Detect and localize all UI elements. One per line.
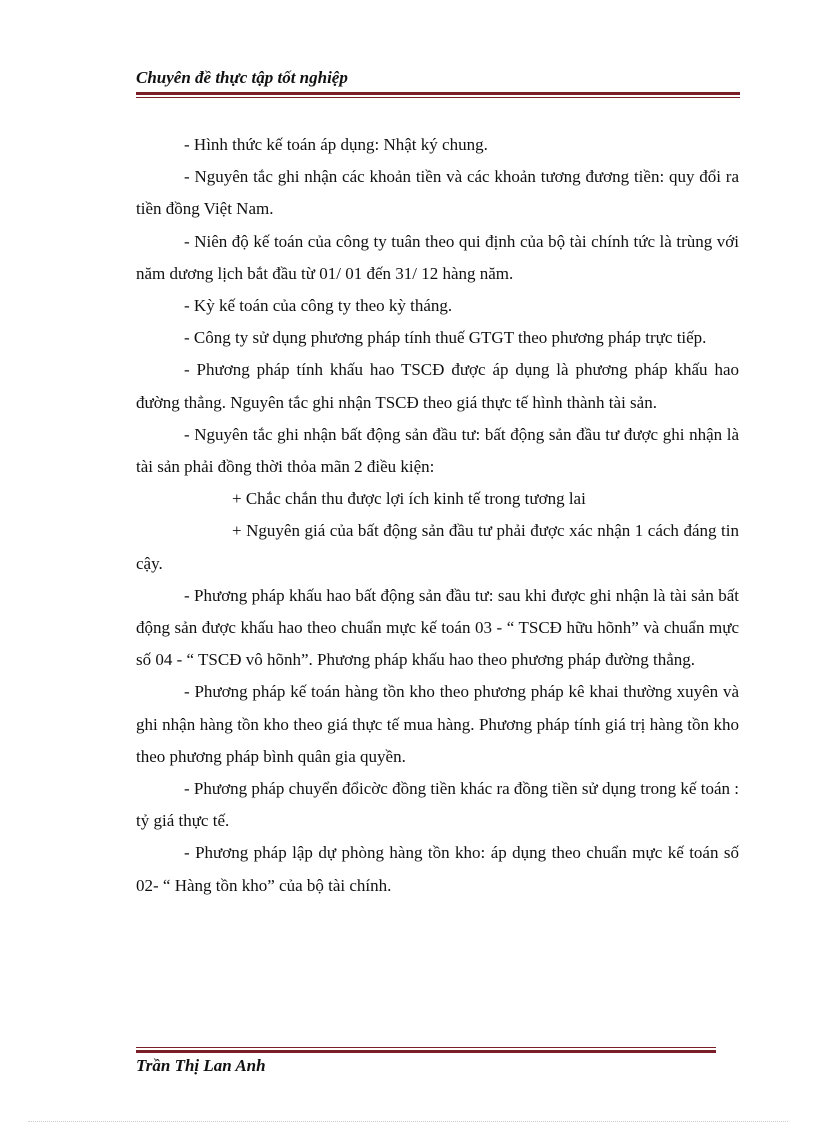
paragraph-accounting-period: - Kỳ kế toán của công ty theo kỳ tháng. <box>184 296 453 316</box>
paragraph-investment-property: - Nguyên tắc ghi nhận bất động sản đầu tư: bất động sản đầu tư được ghi nhận là tài sản phải đồng thời thỏa mãn 2 điều kiện: <box>136 424 739 477</box>
paragraph-currency-conversion: - Phương pháp chuyển đổicờc đồng tiền khác ra đồng tiền sử dụng trong kế toán : tỷ giá thực tế. <box>136 779 739 831</box>
paragraph-inventory-provision: - Phương pháp lập dự phòng hàng tồn kho: áp dụng theo chuẩn mực kế toán số 02- “ Hàng tồn kho” của bộ tài chính. <box>136 843 739 895</box>
paragraph-investment-depreciation: - Phương pháp khấu hao bất động sản đầu tư: sau khi được ghi nhận là tài sản bất động sản được khấu hao theo chuẩn mực kế toán 03 - “ TSCĐ hữu hõnh” và chuẩn mực số 04 - “ TSCĐ vô hõnh”. Phương pháp khấu hao theo phương pháp đường thẳng. <box>136 585 739 670</box>
page-header-title: Chuyên đề thực tập tốt nghiệp <box>136 68 348 87</box>
paragraph-accounting-form: - Hình thức kế toán áp dụng: Nhật ký chung. <box>184 135 488 154</box>
document-body <box>136 129 739 902</box>
paragraph-condition-1: + Chắc chắn thu được lợi ích kinh tế trong tương lai <box>232 489 586 509</box>
paragraph-vat-method: - Công ty sử dụng phương pháp tính thuế GTGT theo phương pháp trực tiếp. <box>184 328 707 348</box>
paragraph-depreciation-method: - Phương pháp tính khấu hao TSCĐ được áp dụng là phương pháp khấu hao đường thẳng. Nguyên tắc ghi nhận TSCĐ theo giá thực tế hình thành tài sản. <box>136 360 739 412</box>
paragraph-inventory-method: - Phương pháp kế toán hàng tồn kho theo phương pháp kê khai thường xuyên và ghi nhận hàng tồn kho theo giá thực tế mua hàng. Phương pháp tính giá trị hàng tồn kho theo phương pháp bình quân gia quyền. <box>136 682 739 766</box>
paragraph-fiscal-year: - Niên độ kế toán của công ty tuân theo qui định của bộ tài chính tức là trùng với năm dương lịch bắt đầu từ 01/ 01 đến 31/ 12 hàng năm. <box>136 231 739 283</box>
footer-rule <box>136 1047 716 1053</box>
header-rule <box>136 92 740 98</box>
paragraph-cash-recognition: - Nguyên tắc ghi nhận các khoản tiền và các khoản tương đương tiền: quy đổi ra tiền đồng Việt Nam. <box>136 167 739 219</box>
footer-author: Trần Thị Lan Anh <box>136 1056 266 1075</box>
paragraph-condition-2: + Nguyên giá của bất động sản đầu tư phải được xác nhận 1 cách đáng tin cậy. <box>136 521 739 573</box>
page-bottom-dotted-line <box>28 1121 788 1122</box>
